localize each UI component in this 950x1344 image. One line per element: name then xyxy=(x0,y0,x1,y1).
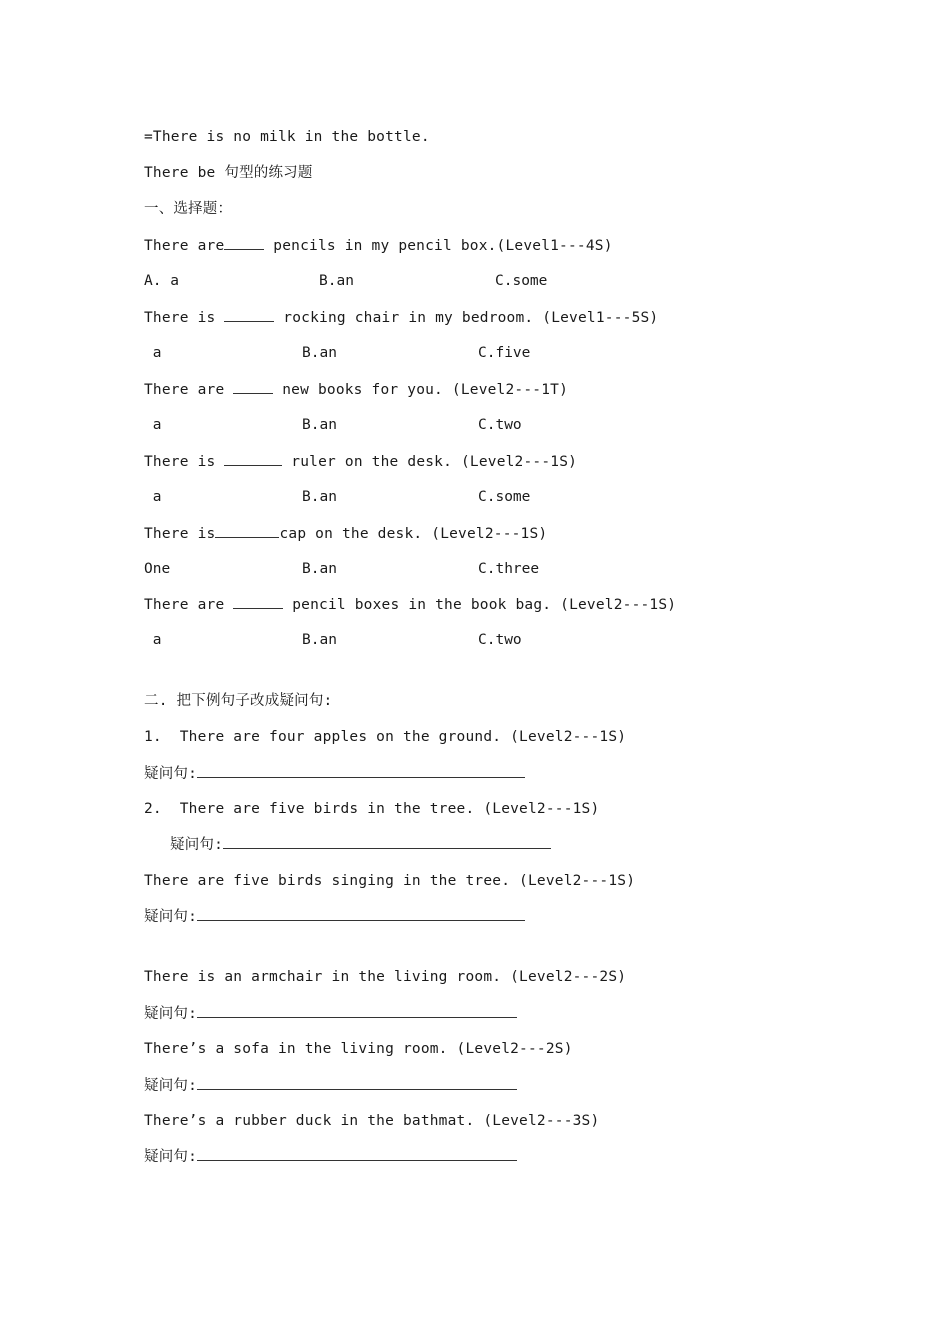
question-5 xyxy=(144,523,547,544)
question-stem-end: pencils in my pencil box.(Level1---4S) xyxy=(264,238,613,254)
option-c: C.three xyxy=(478,561,540,577)
question-4 xyxy=(144,451,577,472)
question-answer-line xyxy=(144,763,525,784)
question-answer-line xyxy=(144,1003,517,1024)
question-stem-start: There is xyxy=(144,454,225,470)
option-b: B.an xyxy=(302,632,337,648)
option-b: B.an xyxy=(302,417,337,433)
question-label: 疑问句: xyxy=(144,1078,198,1094)
question-6 xyxy=(144,594,676,615)
question-label: 疑问句: xyxy=(144,766,198,782)
answer-blank[interactable] xyxy=(224,451,282,466)
option-a: a xyxy=(144,632,162,648)
answer-blank[interactable] xyxy=(197,1146,517,1161)
question-answer-line xyxy=(144,1146,517,1167)
answer-blank[interactable] xyxy=(197,906,525,921)
rewrite-sentence-3: There are five birds singing in the tree. (Level2---1S) xyxy=(144,873,636,889)
option-b: B.an xyxy=(302,345,337,361)
option-a: A. a xyxy=(144,273,179,289)
answer-blank[interactable] xyxy=(223,834,551,849)
question-stem-end: ruler on the desk. (Level2---1S) xyxy=(282,454,578,470)
rewrite-sentence-4: There is an armchair in the living room. (Level2---2S) xyxy=(144,969,627,985)
question-label: 疑问句: xyxy=(144,909,198,925)
question-stem-start: There is xyxy=(144,526,216,542)
option-a: a xyxy=(144,417,162,433)
answer-blank[interactable] xyxy=(224,235,264,250)
question-2 xyxy=(144,307,658,328)
option-a: a xyxy=(144,489,162,505)
option-c: C.some xyxy=(495,273,548,289)
option-c: C.five xyxy=(478,345,531,361)
question-stem-start: There are xyxy=(144,238,225,254)
option-b: B.an xyxy=(319,273,354,289)
answer-blank[interactable] xyxy=(197,1003,517,1018)
option-c: C.two xyxy=(478,632,522,648)
question-stem-end: new books for you. (Level2---1T) xyxy=(273,382,568,398)
answer-blank[interactable] xyxy=(215,523,279,538)
rewrite-sentence-6: There’s a rubber duck in the bathmat. (Level2---3S) xyxy=(144,1113,600,1129)
question-3 xyxy=(144,379,568,400)
option-b: B.an xyxy=(302,561,337,577)
question-stem-end: cap on the desk. (Level2---1S) xyxy=(279,526,548,542)
question-stem-start: There are xyxy=(144,597,234,613)
intro-line: =There is no milk in the bottle. xyxy=(144,129,430,145)
rewrite-sentence-5: There’s a sofa in the living room. (Level2---2S) xyxy=(144,1041,573,1057)
option-b: B.an xyxy=(302,489,337,505)
question-stem-end: pencil boxes in the book bag. (Level2---1S) xyxy=(283,597,677,613)
answer-blank[interactable] xyxy=(197,763,525,778)
question-answer-line xyxy=(144,1075,517,1096)
answer-blank[interactable] xyxy=(233,379,273,394)
question-stem-start: There are xyxy=(144,382,234,398)
option-c: C.two xyxy=(478,417,522,433)
worksheet-title: There be 句型的练习题 xyxy=(144,165,313,181)
option-c: C.some xyxy=(478,489,531,505)
answer-blank[interactable] xyxy=(233,594,283,609)
rewrite-sentence-1: 1. There are four apples on the ground. (Level2---1S) xyxy=(144,729,627,745)
option-a: a xyxy=(144,345,162,361)
answer-blank[interactable] xyxy=(224,307,274,322)
question-label: 疑问句: xyxy=(144,1006,198,1022)
question-label: 疑问句: xyxy=(170,837,224,853)
section1-heading: 一、选择题： xyxy=(144,201,233,217)
question-stem-end: rocking chair in my bedroom. (Level1---5S) xyxy=(274,310,659,326)
question-stem-start: There is xyxy=(144,310,225,326)
rewrite-sentence-2: 2. There are five birds in the tree. (Level2---1S) xyxy=(144,801,600,817)
option-a: One xyxy=(144,561,171,577)
answer-blank[interactable] xyxy=(197,1075,517,1090)
question-1 xyxy=(144,235,613,256)
question-answer-line xyxy=(170,834,551,855)
question-answer-line xyxy=(144,906,525,927)
question-label: 疑问句: xyxy=(144,1149,198,1165)
section2-heading: 二. 把下例句子改成疑问句: xyxy=(144,693,333,709)
